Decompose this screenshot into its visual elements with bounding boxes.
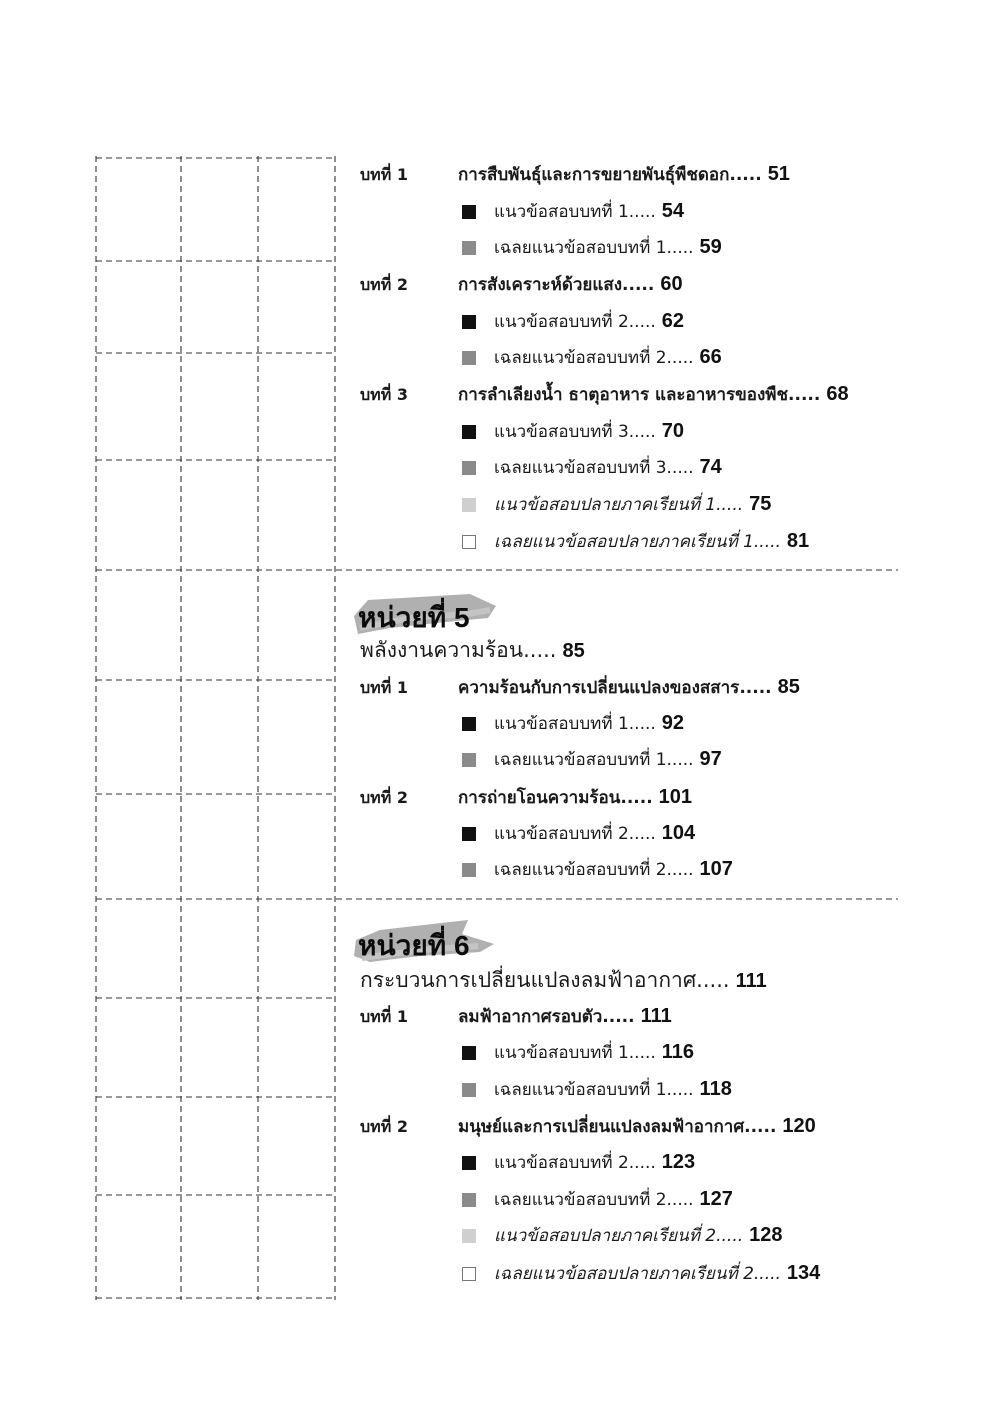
lesson-title[interactable]: มนุษย์และการเปลี่ยนแปลงลมฟ้าอากาศ..... 120: [458, 1115, 816, 1137]
gray-square-icon: [462, 863, 476, 877]
unit-topic[interactable]: กระบวนการเปลี่ยนแปลงลมฟ้าอากาศ..... 111: [360, 968, 767, 992]
toc-sub-item[interactable]: แนวข้อสอบบทที่ 2..... 62: [462, 308, 684, 335]
empty-square-icon: [462, 1267, 476, 1281]
lesson-label: บทที่ 2: [360, 275, 408, 294]
lesson-label: บทที่ 1: [360, 165, 408, 184]
toc-sub-item[interactable]: แนวข้อสอบปลายภาคเรียนที่ 2..... 128: [462, 1222, 783, 1249]
lesson-title[interactable]: ความร้อนกับการเปลี่ยนแปลงของสสาร..... 85: [458, 676, 800, 698]
unit-title: หน่วยที่ 5: [358, 602, 470, 633]
gray-square-icon: [462, 1193, 476, 1207]
lesson-label: บทที่ 2: [360, 1117, 408, 1136]
toc-sub-item[interactable]: เฉลยแนวข้อสอบบทที่ 2..... 127: [462, 1186, 733, 1213]
gray-square-icon: [462, 461, 476, 475]
toc-sub-item[interactable]: แนวข้อสอบบทที่ 2..... 104: [462, 820, 695, 847]
gray-square-icon: [462, 1083, 476, 1097]
toc-sub-item[interactable]: เฉลยแนวข้อสอบปลายภาคเรียนที่ 2..... 134: [462, 1260, 820, 1287]
unit-topic[interactable]: พลังงานความร้อน..... 85: [360, 638, 585, 662]
toc-sub-item[interactable]: เฉลยแนวข้อสอบบทที่ 2..... 66: [462, 344, 722, 371]
toc-sub-item[interactable]: เฉลยแนวข้อสอบบทที่ 3..... 74: [462, 454, 722, 481]
unit-title: หน่วยที่ 6: [358, 930, 470, 961]
lesson-label: บทที่ 3: [360, 385, 408, 404]
black-square-icon: [462, 1046, 476, 1060]
toc-sub-item[interactable]: แนวข้อสอบบทที่ 1..... 54: [462, 198, 684, 225]
empty-square-icon: [462, 535, 476, 549]
toc-sub-item[interactable]: แนวข้อสอบบทที่ 2..... 123: [462, 1149, 695, 1176]
black-square-icon: [462, 315, 476, 329]
lesson-title[interactable]: การสังเคราะห์ด้วยแสง..... 60: [458, 273, 683, 295]
black-square-icon: [462, 205, 476, 219]
page-number: 51: [767, 163, 790, 185]
toc-sub-item[interactable]: เฉลยแนวข้อสอบบทที่ 1..... 59: [462, 234, 722, 261]
lesson-title[interactable]: ลมฟ้าอากาศรอบตัว..... 111: [458, 1005, 672, 1027]
lesson-label: บทที่ 1: [360, 678, 408, 697]
toc-sub-item[interactable]: เฉลยแนวข้อสอบบทที่ 1..... 118: [462, 1076, 732, 1103]
black-square-icon: [462, 1156, 476, 1170]
light-gray-square-icon: [462, 498, 476, 512]
black-square-icon: [462, 827, 476, 841]
toc-sub-item[interactable]: แนวข้อสอบบทที่ 3..... 70: [462, 418, 684, 445]
lesson-title[interactable]: การลำเลียงน้ำ ธาตุอาหาร และอาหารของพืช..... 68: [458, 383, 849, 405]
lesson-label: บทที่ 2: [360, 788, 408, 807]
toc-sub-item[interactable]: แนวข้อสอบบทที่ 1..... 116: [462, 1039, 694, 1066]
gray-square-icon: [462, 241, 476, 255]
lesson-title[interactable]: การถ่ายโอนความร้อน..... 101: [458, 786, 693, 808]
gray-square-icon: [462, 753, 476, 767]
unit-heading: [350, 916, 500, 968]
unit-heading: [350, 588, 500, 640]
lesson-label: บทที่ 1: [360, 1007, 408, 1026]
light-gray-square-icon: [462, 1229, 476, 1243]
toc-sub-item[interactable]: เฉลยแนวข้อสอบบทที่ 2..... 107: [462, 856, 733, 883]
lesson-title[interactable]: การสืบพันธุ์และการขยายพันธุ์พืชดอก..... 51: [458, 163, 790, 185]
black-square-icon: [462, 425, 476, 439]
toc-sub-item[interactable]: เฉลยแนวข้อสอบปลายภาคเรียนที่ 1..... 81: [462, 528, 809, 555]
gray-square-icon: [462, 351, 476, 365]
toc-sub-item[interactable]: เฉลยแนวข้อสอบบทที่ 1..... 97: [462, 746, 722, 773]
toc-sub-item[interactable]: แนวข้อสอบปลายภาคเรียนที่ 1..... 75: [462, 491, 771, 518]
black-square-icon: [462, 717, 476, 731]
toc-sub-item[interactable]: แนวข้อสอบบทที่ 1..... 92: [462, 710, 684, 737]
